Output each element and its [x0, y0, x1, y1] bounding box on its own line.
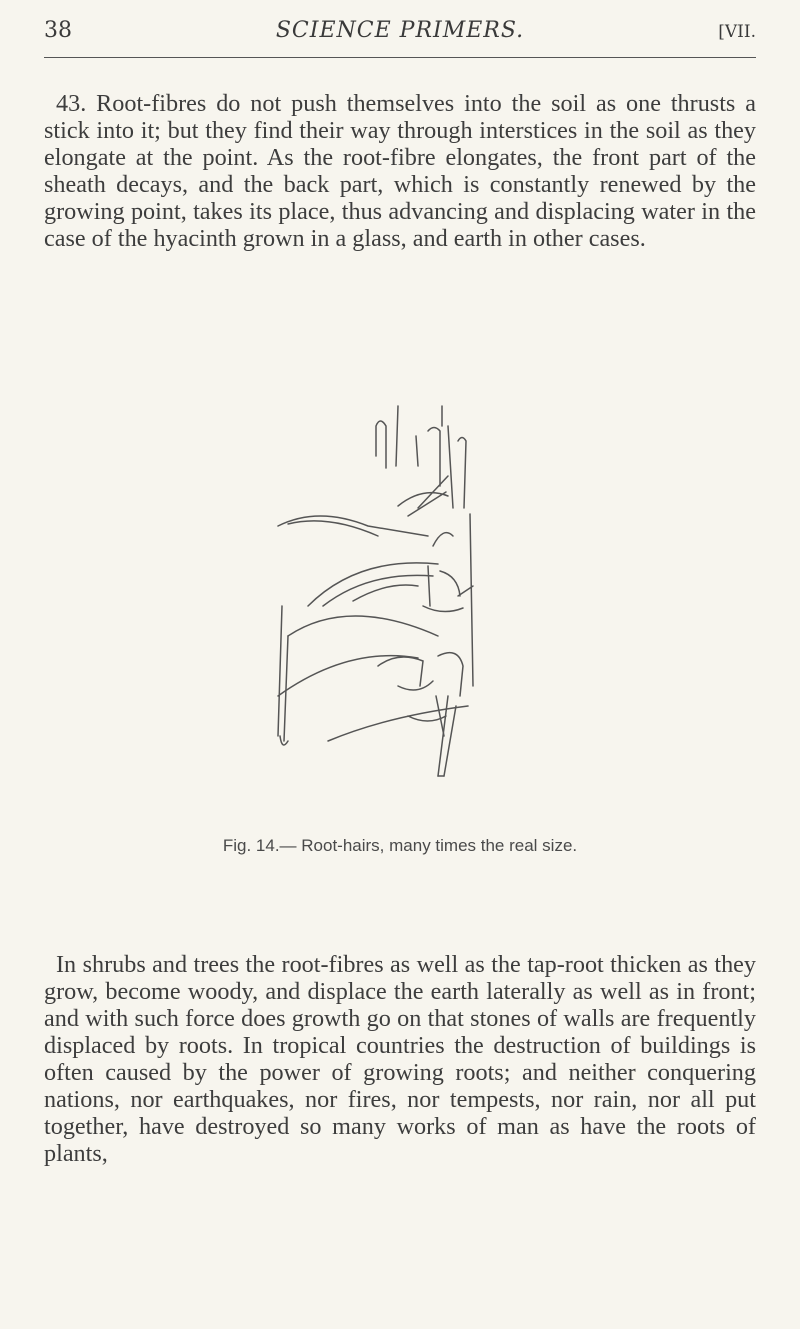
paragraph-shrubs-trees: In shrubs and trees the root-fibres as well as the tap-root thicken as they grow, become woody, and displace the earth laterally as well as in front; and with such force does growth go on that stones of walls are frequently displaced by roots. In tropical countries the destruction of buildings is often caused by the power of growing roots; and neither conquering nations, nor earthquakes, nor fires, nor tempests, nor rain, nor all put together, have destroyed so many works of man as have the roots of plants,: [44, 951, 756, 1167]
root-hairs-illustration: [248, 396, 548, 786]
page-number: 38: [44, 18, 72, 43]
header-rule: [44, 57, 756, 58]
running-title: SCIENCE PRIMERS.: [275, 18, 525, 43]
section-mark: [VII.: [718, 22, 756, 42]
figure-caption: Fig. 14.— Root-hairs, many times the real size.: [222, 836, 578, 855]
page-header: [44, 18, 756, 58]
paragraph-43: 43. Root-fibres do not push themselves into the soil as one thrusts a stick into it; but they find their way through interstices in the soil as they elongate at the point. As the root-fibre elongates, the front part of the sheath decays, and the back part, which is constantly renewed by the growing point, takes its place, thus advancing and displacing water in the case of the hyacinth grown in a glass, and earth in other cases.: [44, 90, 756, 252]
